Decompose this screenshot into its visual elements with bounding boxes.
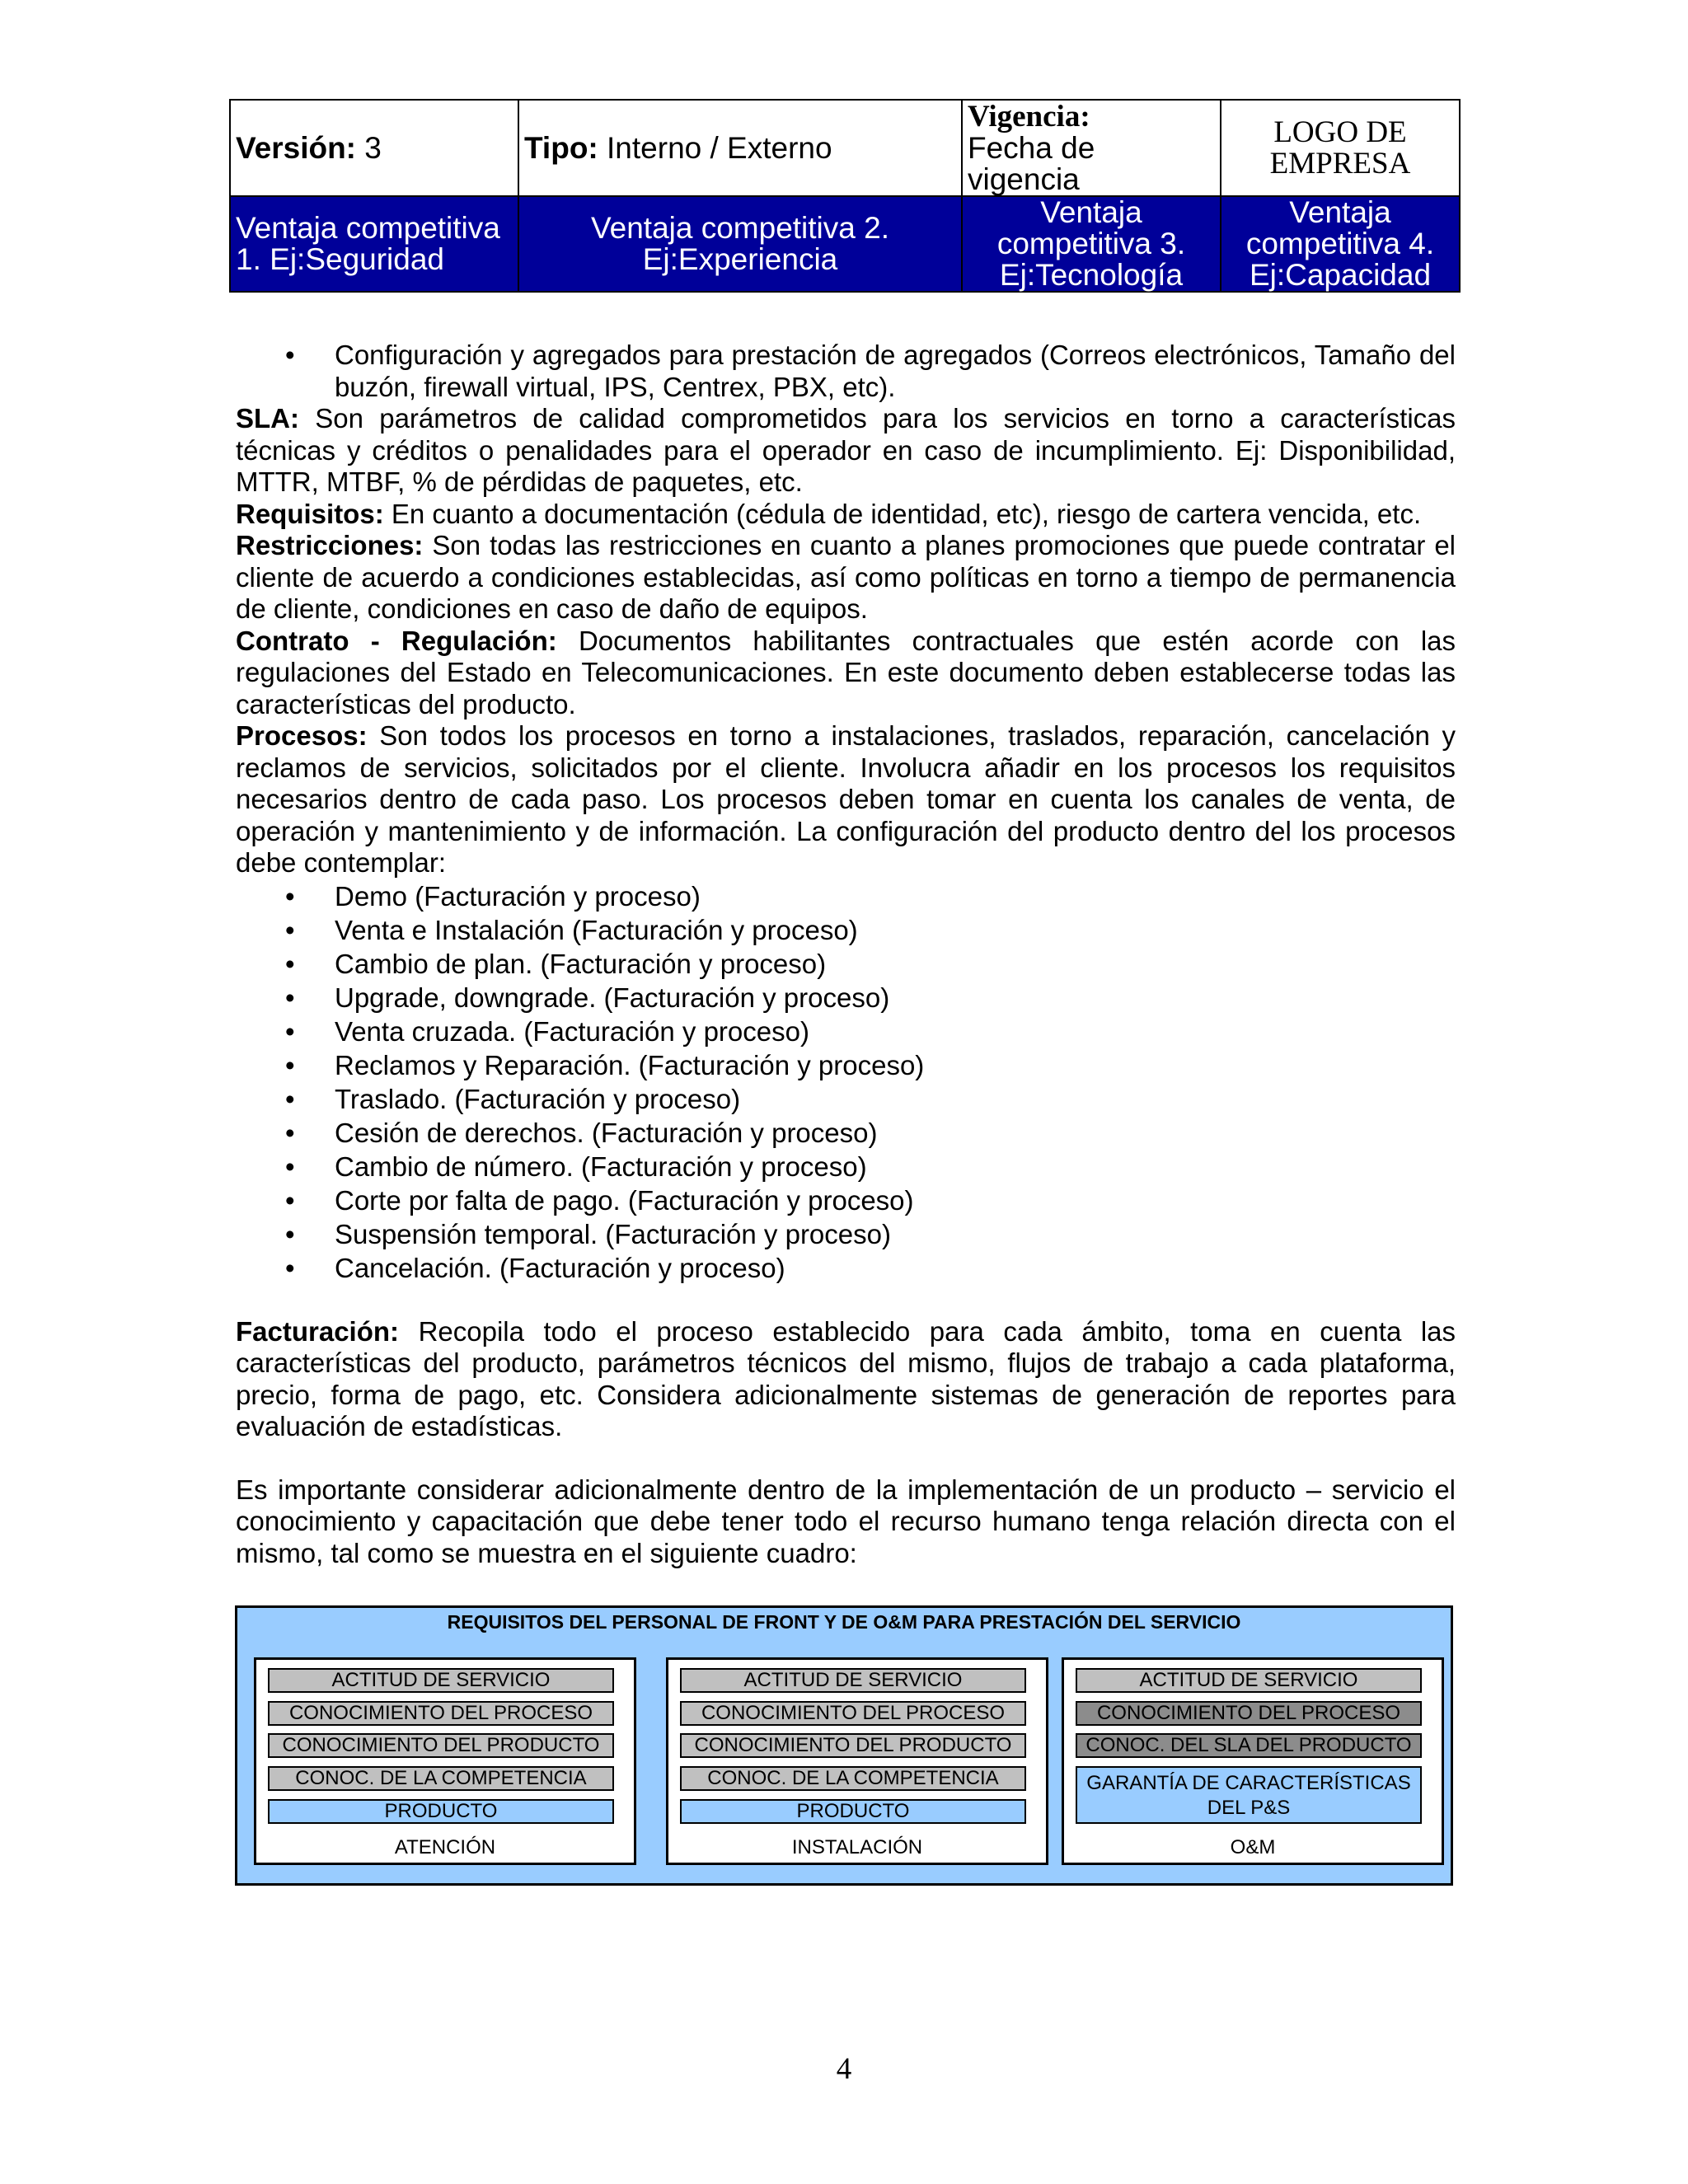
type-value: Interno / Externo: [607, 130, 832, 165]
version-value: 3: [364, 130, 382, 165]
procesos-text: Son todos los procesos en torno a instalaciones, traslados, reparación, cancelación y reclamos de servicios, solicitados por el cliente. Involucra añadir en los procesos los requisitos necesarios dentro de cada paso. Los procesos deben tomar en cuenta los canales de venta, de operación y mantenimiento y de información. La configuración del producto dentro del los procesos debe contemplar:: [236, 720, 1456, 878]
version-cell: [230, 100, 518, 196]
list-item: • Venta cruzada. (Facturación y proceso): [236, 1015, 1456, 1048]
list-item: • Cancelación. (Facturación y proceso): [236, 1251, 1456, 1285]
requirement-box: PRODUCTO: [268, 1799, 614, 1824]
list-item: • Demo (Facturación y proceso): [236, 879, 1456, 913]
list-item: • Cesión de derechos. (Facturación y proceso): [236, 1116, 1456, 1150]
requirement-box: CONOCIMIENTO DEL PROCESO: [680, 1701, 1026, 1726]
list-item: • Cambio de plan. (Facturación y proceso): [236, 947, 1456, 981]
requirement-box: ACTITUD DE SERVICIO: [1076, 1668, 1422, 1693]
requirement-box: CONOCIMIENTO DEL PRODUCTO: [680, 1733, 1026, 1758]
requirement-box: ACTITUD DE SERVICIO: [680, 1668, 1026, 1693]
intro-list: [236, 340, 1456, 403]
column-label: ATENCIÓN: [394, 1836, 496, 1858]
vigencia-label: Vigencia:: [968, 100, 1090, 134]
requirement-box: PRODUCTO: [680, 1799, 1026, 1824]
vigencia-cell: [962, 100, 1221, 196]
procesos-paragraph: [236, 720, 1456, 879]
company-logo: LOGO DE EMPRESA: [1221, 100, 1460, 196]
type-label: Tipo:: [524, 130, 598, 165]
contrato-text: Documentos habilitantes contractuales que estén acorde con las regulaciones del Estado en Telecomunicaciones. En este documento deben establecerse todas las características del producto.: [236, 625, 1456, 719]
requisitos-text: En cuanto a documentación (cédula de identidad, etc), riesgo de cartera vencida, etc.: [391, 498, 1422, 529]
closing-paragraph: Es importante considerar adicionalmente dentro de la implementación de un producto – servicio el conocimiento y capacitación que debe tener todo el recurso humano tenga relación directa con el mismo, tal como se muestra en el siguiente cuadro:: [236, 1474, 1456, 1568]
vigencia-value: Fecha de vigencia: [968, 131, 1095, 196]
facturacion-label: Facturación:: [236, 1315, 400, 1347]
list-item: • Cambio de número. (Facturación y proceso): [236, 1150, 1456, 1183]
intro-bullet: • Configuración y agregados para prestación de agregados (Correos electrónicos, Tamaño del buzón, firewall virtual, IPS, Centrex, PBX, etc).: [236, 340, 1456, 403]
column-label: INSTALACIÓN: [791, 1836, 923, 1858]
list-item: • Suspensión temporal. (Facturación y proceso): [236, 1217, 1456, 1251]
list-item: • Corte por falta de pago. (Facturación y proceso): [236, 1183, 1456, 1217]
type-cell: [518, 100, 962, 196]
sla-label: SLA:: [236, 403, 299, 434]
column-atencion: [254, 1657, 636, 1865]
column-om: [1062, 1657, 1444, 1865]
diagram-title: REQUISITOS DEL PERSONAL DE FRONT Y DE O&M PARA PRESTACIÓN DEL SERVICIO: [447, 1611, 1241, 1633]
contrato-label: Contrato - Regulación:: [236, 625, 557, 656]
requisitos-paragraph: [236, 499, 1456, 531]
document-header-table: [229, 99, 1461, 293]
requirement-box: CONOC. DE LA COMPETENCIA: [680, 1766, 1026, 1791]
column-instalacion: [666, 1657, 1048, 1865]
list-item: • Upgrade, downgrade. (Facturación y proceso): [236, 981, 1456, 1015]
advantage-1: Ventaja competitiva 1. Ej:Seguridad: [230, 196, 518, 292]
requirement-box: CONOC. DEL SLA DEL PRODUCTO: [1076, 1733, 1422, 1758]
procesos-label: Procesos:: [236, 720, 368, 751]
advantage-2: Ventaja competitiva 2. Ej:Experiencia: [518, 196, 962, 292]
version-label: Versión:: [236, 130, 356, 165]
advantage-3: Ventaja competitiva 3. Ej:Tecnología: [962, 196, 1221, 292]
advantage-4: Ventaja competitiva 4. Ej:Capacidad: [1221, 196, 1460, 292]
contrato-paragraph: [236, 626, 1456, 721]
process-list: [236, 879, 1456, 1285]
restricciones-paragraph: [236, 530, 1456, 626]
requirement-box: CONOCIMIENTO DEL PRODUCTO: [268, 1733, 614, 1758]
requirement-box: CONOCIMIENTO DEL PROCESO: [1076, 1701, 1422, 1726]
requisitos-label: Requisitos:: [236, 498, 384, 529]
requirements-diagram: [235, 1605, 1453, 1886]
facturacion-text: Recopila todo el proceso establecido para cada ámbito, toma en cuenta las características del producto, parámetros técnicos del mismo, flujos de trabajo a cada plataforma, precio, forma de pago, etc. Considera adicionalmente sistemas de generación de reportes para evaluación de estadísticas.: [236, 1315, 1456, 1441]
restricciones-label: Restricciones:: [236, 530, 424, 560]
list-item: • Venta e Instalación (Facturación y proceso): [236, 913, 1456, 947]
list-item: • Reclamos y Reparación. (Facturación y proceso): [236, 1048, 1456, 1082]
sla-text: Son parámetros de calidad comprometidos para los servicios en torno a características técnicas y créditos o penalidades para el operador en caso de incumplimiento. Ej: Disponibilidad, MTTR, MTBF, % de pérdidas de paquetes, etc.: [236, 403, 1456, 497]
column-label: O&M: [1230, 1836, 1276, 1858]
requirement-box: GARANTÍA DE CARACTERÍSTICAS DEL P&S: [1076, 1766, 1422, 1824]
list-item: • Traslado. (Facturación y proceso): [236, 1082, 1456, 1116]
sla-paragraph: [236, 403, 1456, 499]
requirement-box: CONOCIMIENTO DEL PROCESO: [268, 1701, 614, 1726]
requirement-box: ACTITUD DE SERVICIO: [268, 1668, 614, 1693]
restricciones-text: Son todas las restricciones en cuanto a planes promociones que puede contratar el cliente de acuerdo a condiciones establecidas, así como políticas en torno a tiempo de permanencia de cliente, condiciones en caso de daño de equipos.: [236, 530, 1456, 624]
page-number: 4: [836, 2052, 852, 2086]
facturacion-paragraph: [236, 1316, 1456, 1443]
requirement-box: CONOC. DE LA COMPETENCIA: [268, 1766, 614, 1791]
document-body: [236, 340, 1456, 1569]
